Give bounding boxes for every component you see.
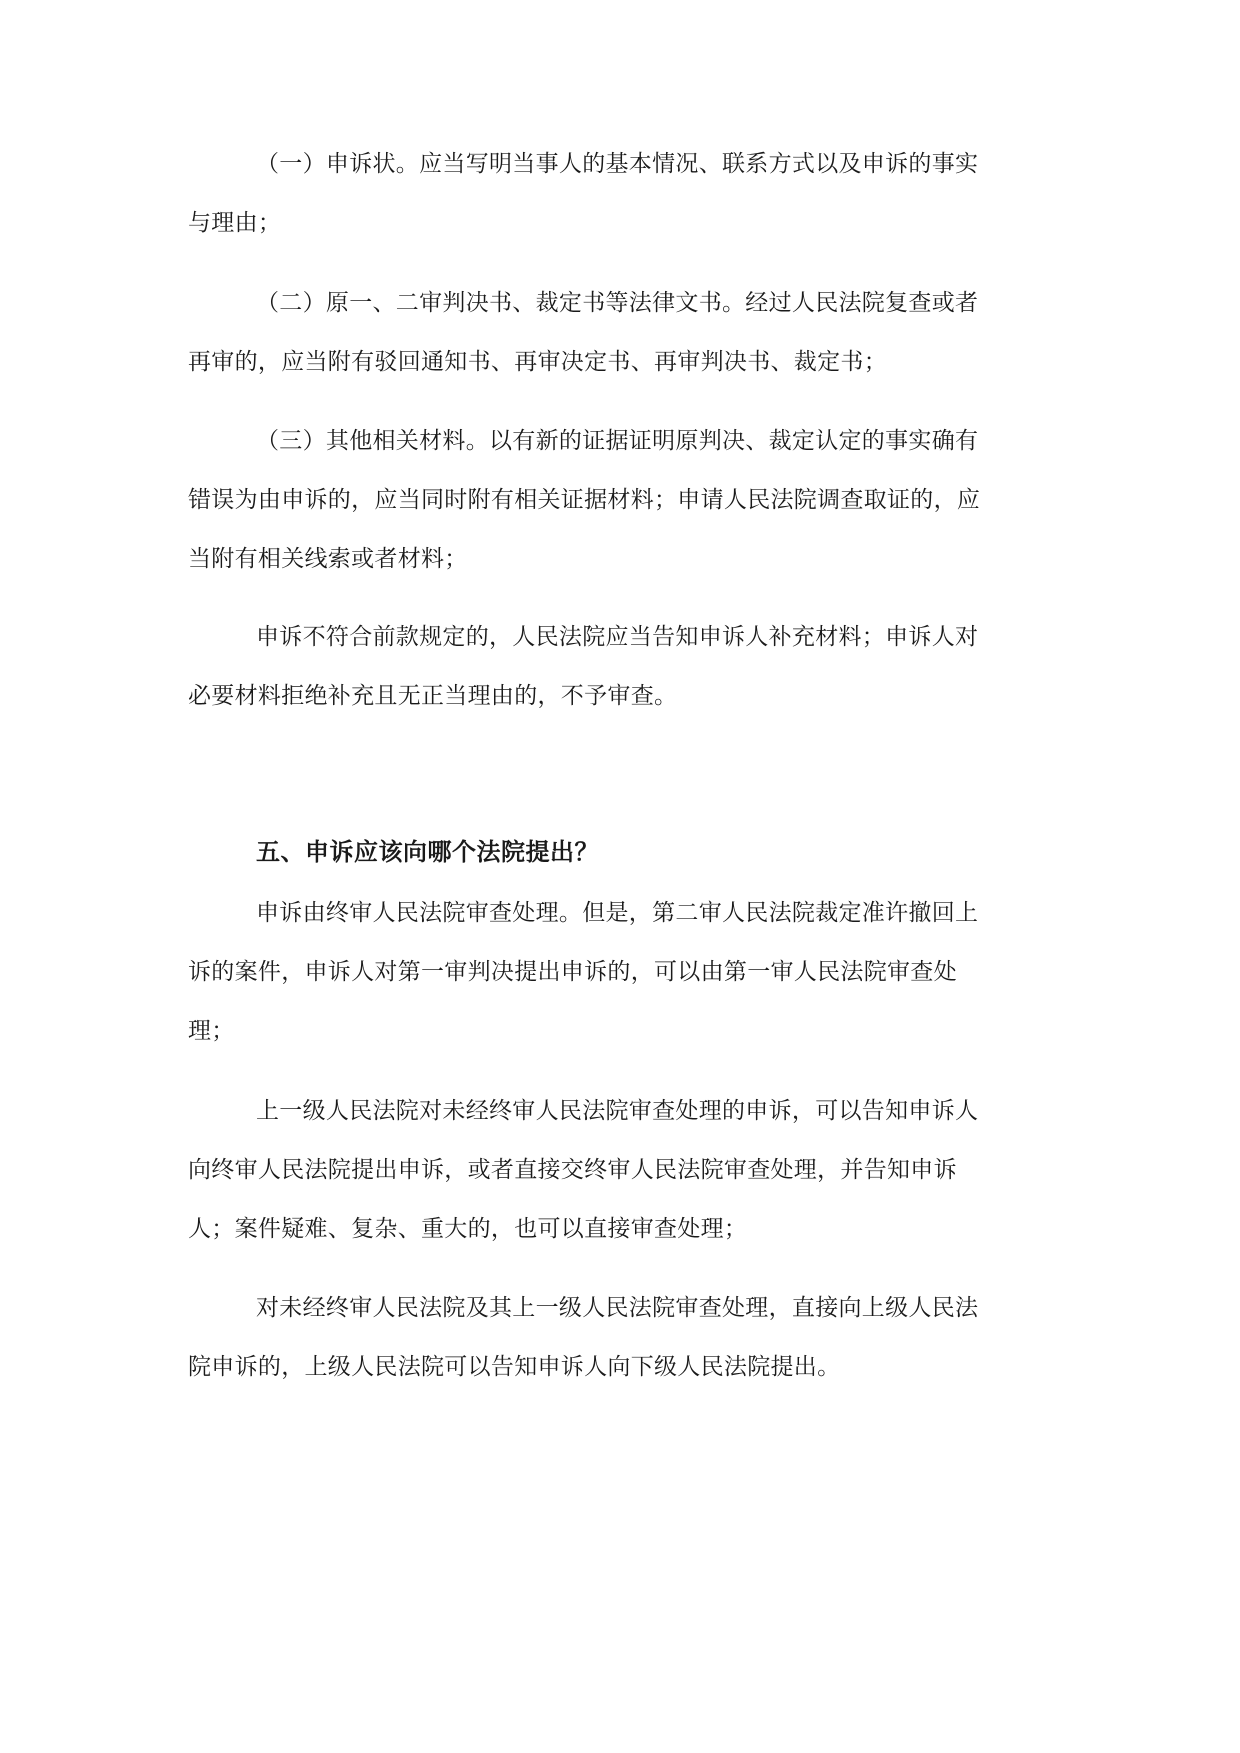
paragraph-3-line-3: 当附有相关线索或者材料； — [188, 546, 468, 572]
paragraph-7-line-1: 对未经终审人民法院及其上一级人民法院审查处理，直接向上级人民法 — [256, 1295, 979, 1321]
paragraph-4-line-1: 申诉不符合前款规定的，人民法院应当告知申诉人补充材料；申诉人对 — [256, 624, 979, 650]
paragraph-2-line-1: （二）原一、二审判决书、裁定书等法律文书。经过人民法院复查或者 — [256, 290, 979, 316]
paragraph-3-line-2: 错误为由申诉的，应当同时附有相关证据材料；申请人民法院调查取证的，应 — [188, 487, 981, 513]
paragraph-3-line-1: （三）其他相关材料。以有新的证据证明原判决、裁定认定的事实确有 — [256, 428, 979, 454]
paragraph-1-line-1: （一）申诉状。应当写明当事人的基本情况、联系方式以及申诉的事实 — [256, 151, 979, 177]
paragraph-5-line-1: 申诉由终审人民法院审查处理。但是，第二审人民法院裁定准许撤回上 — [256, 900, 979, 926]
paragraph-4-line-2: 必要材料拒绝补充且无正当理由的，不予审查。 — [188, 683, 678, 709]
paragraph-2-line-2: 再审的，应当附有驳回通知书、再审决定书、再审判决书、裁定书； — [188, 349, 887, 375]
paragraph-6-line-2: 向终审人民法院提出申诉，或者直接交终审人民法院审查处理，并告知申诉 — [188, 1157, 957, 1183]
paragraph-5-line-3: 理； — [188, 1018, 235, 1044]
paragraph-1-line-2: 与理由； — [188, 210, 282, 236]
paragraph-6-line-3: 人；案件疑难、复杂、重大的，也可以直接审查处理； — [188, 1216, 748, 1242]
paragraph-7-line-2: 院申诉的，上级人民法院可以告知申诉人向下级人民法院提出。 — [188, 1354, 841, 1380]
paragraph-5-line-2: 诉的案件，申诉人对第一审判决提出申诉的，可以由第一审人民法院审查处 — [188, 959, 957, 985]
paragraph-6-line-1: 上一级人民法院对未经终审人民法院审查处理的申诉，可以告知申诉人 — [256, 1098, 979, 1124]
section-heading: 五、申诉应该向哪个法院提出？ — [256, 837, 599, 866]
